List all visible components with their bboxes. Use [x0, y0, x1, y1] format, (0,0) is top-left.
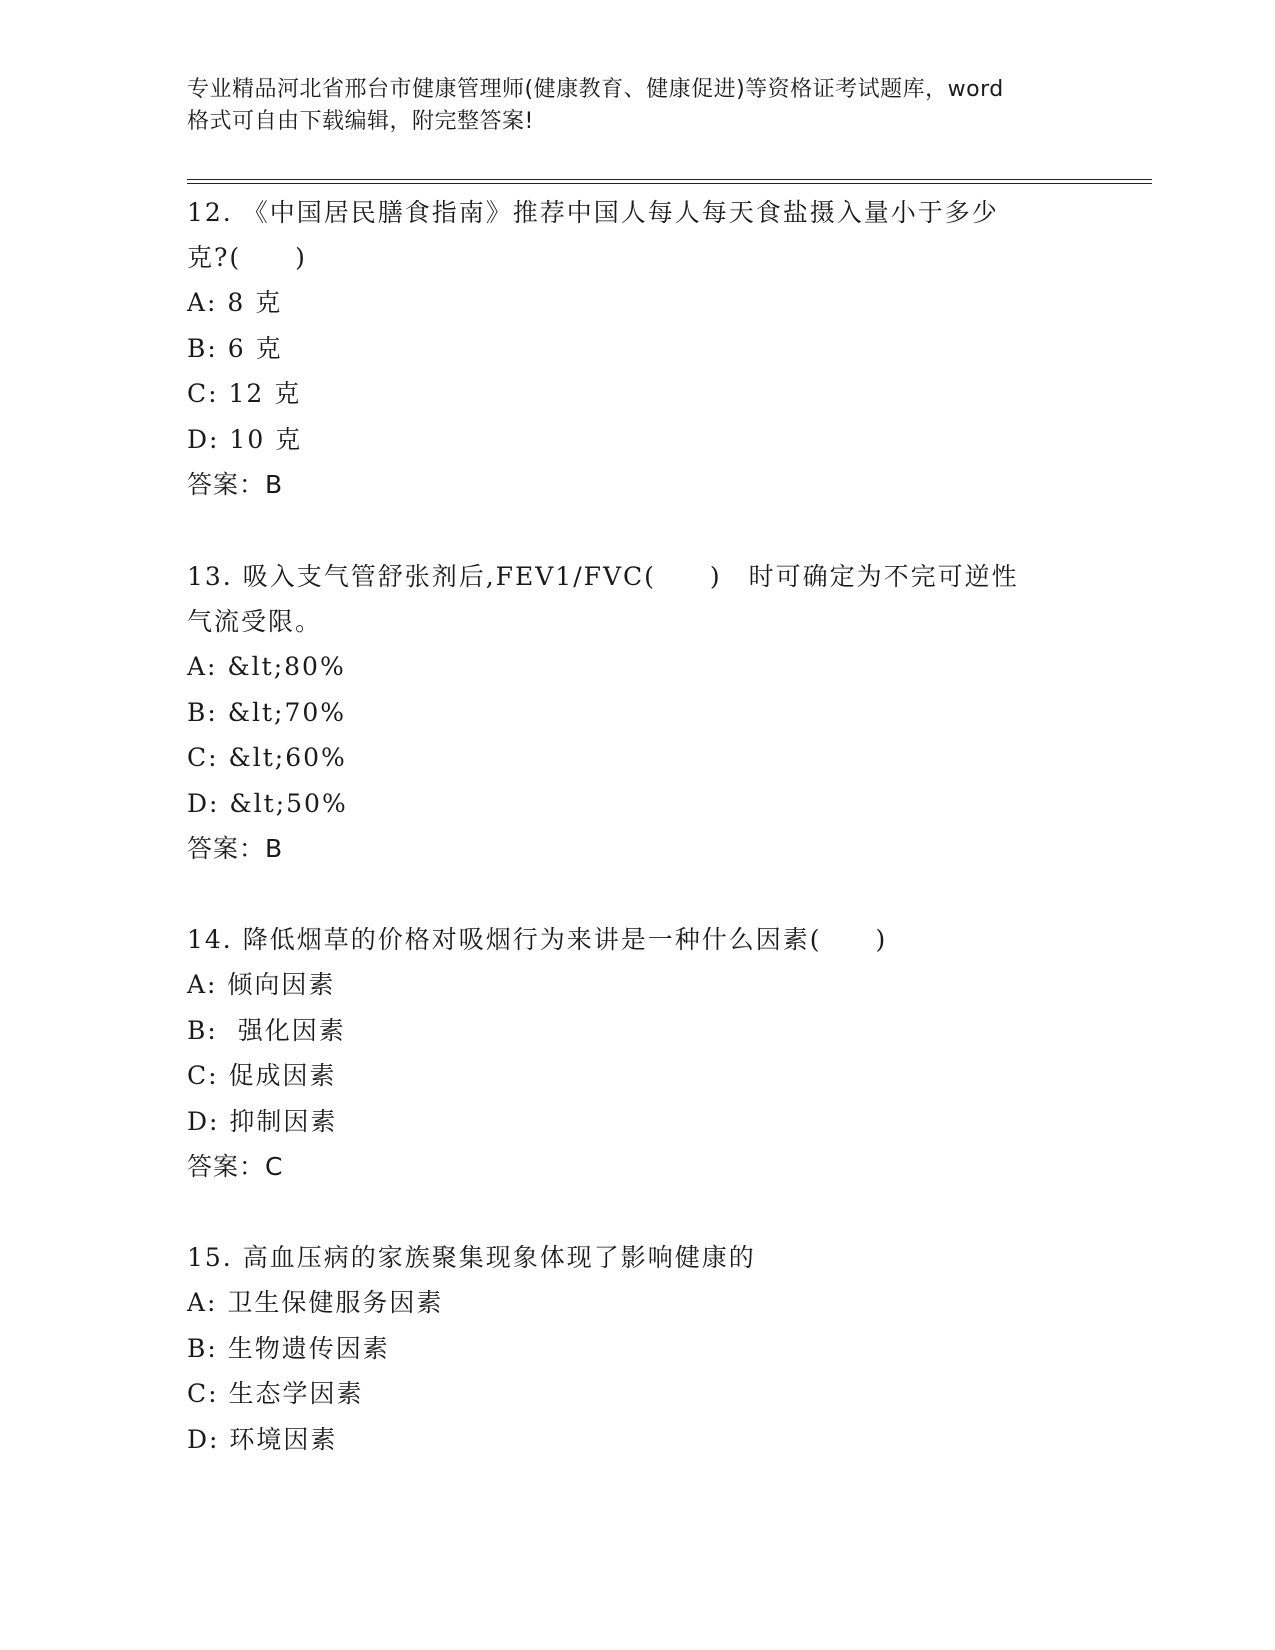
option-a: A: 倾向因素	[187, 970, 336, 999]
option-c: C: 生态学因素	[187, 1379, 364, 1408]
option-d: D: &lt;50%	[187, 788, 348, 818]
option-d: D: 10 克	[187, 424, 303, 454]
question-12	[187, 190, 1067, 507]
option-c: C: &lt;60%	[187, 743, 347, 772]
question-stem-continued: 克?( )	[187, 243, 307, 272]
question-stem: 15. 高血压病的家族聚集现象体现了影响健康的	[187, 1243, 756, 1272]
option-d: D: 环境因素	[187, 1424, 338, 1454]
option-d: D: 抑制因素	[187, 1106, 338, 1136]
header-divider-top	[187, 179, 1152, 180]
option-c: C: 12 克	[187, 379, 302, 408]
option-a: A: &lt;80%	[187, 652, 346, 681]
question-13	[187, 554, 1067, 871]
option-b: B: &lt;70%	[187, 697, 347, 727]
answer: 答案：C	[187, 1152, 284, 1181]
option-c: C: 促成因素	[187, 1061, 337, 1090]
option-a: A: 8 克	[187, 288, 283, 317]
option-b: B: 强化因素	[187, 1015, 346, 1045]
option-b: B: 6 克	[187, 333, 283, 363]
question-stem: 14. 降低烟草的价格对吸烟行为来讲是一种什么因素( )	[187, 925, 888, 954]
question-stem: 12. 《中国居民膳食指南》推荐中国人每人每天食盐摄入量小于多少	[187, 198, 999, 227]
answer: 答案：B	[187, 834, 284, 863]
header-line-2: 格式可自由下载编辑，附完整答案!	[187, 109, 534, 134]
header-divider-bottom	[187, 183, 1152, 184]
header-line-1: 专业精品河北省邢台市健康管理师(健康教育、健康促进)等资格证考试题库，word	[187, 77, 1004, 102]
question-14	[187, 917, 1067, 1189]
answer: 答案：B	[187, 470, 284, 499]
document-header	[187, 74, 1087, 138]
option-a: A: 卫生保健服务因素	[187, 1288, 444, 1317]
option-b: B: 生物遗传因素	[187, 1333, 390, 1363]
question-stem: 13. 吸入支气管舒张剂后,FEV1/FVC( ) 时可确定为不完可逆性	[187, 562, 1019, 591]
question-stem-continued: 气流受限。	[187, 607, 323, 636]
question-15	[187, 1235, 1067, 1462]
